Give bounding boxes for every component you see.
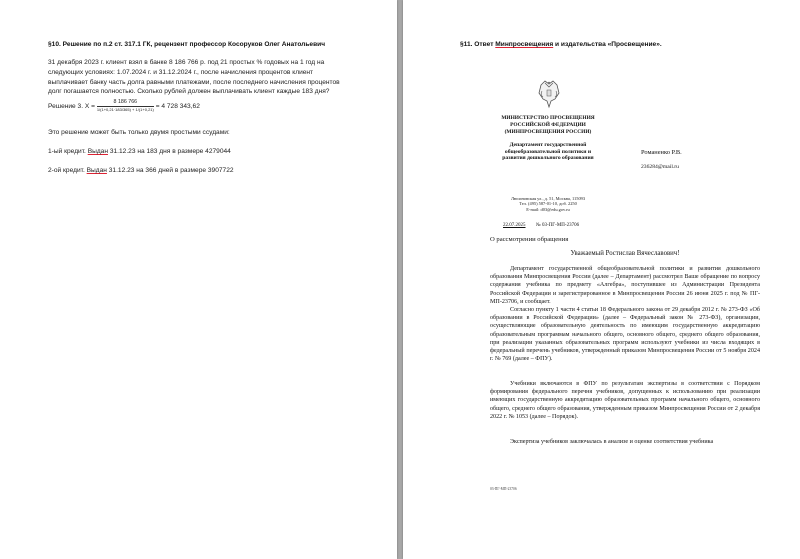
address-line: E-mail: d03@edu.gov.ru bbox=[526, 206, 570, 212]
problem-text bbox=[48, 58, 340, 97]
section-10-title: §10. Решение по п.2 ст. 317.1 ГК, рецензент профессор Косоруков Олег Анатольевич bbox=[48, 41, 326, 48]
credit-1 bbox=[48, 147, 231, 157]
section-11-title bbox=[460, 41, 662, 48]
title-suffix: и издательства «Просвещение». bbox=[555, 41, 662, 48]
solution-note: Это решение может быть только двумя простыми ссудами: bbox=[48, 129, 230, 136]
title-prefix: §11. Ответ bbox=[460, 41, 494, 48]
problem-line: 31 декабря 2023 г. клиент взял в банке 8 186 766 р. под 21 простых % годовых на 1 год на bbox=[48, 59, 325, 66]
coat-of-arms-icon bbox=[537, 79, 561, 109]
paragraph-3: Учебники включаются в ФПУ по результатам экспертизы в соответствии с Порядком формирования федерального перечня учебников, допущенных к использованию при реализации имеющих государственную аккредитацию образовательных программ начального общего, основного общего, среднего общего образования, утвержденным приказом Минпросвещения России от 2 декабря 2022 г. № 1053 (далее – Порядок). bbox=[490, 381, 760, 420]
paragraph-4: Экспертиза учебников заключалась в анализе и оценке соответствия учебника bbox=[510, 439, 714, 445]
ministry-address bbox=[483, 196, 613, 212]
address-line: Люсиновская ул., д. 51, Москва, 115093 bbox=[510, 196, 586, 201]
credit-2 bbox=[48, 166, 234, 176]
problem-line: выплачивает банку часть долга равными платежами, после последнего начисления процентов bbox=[48, 78, 340, 86]
department-line: Департамент государственной bbox=[509, 142, 587, 148]
credit-1-prefix: 1-ый кредит. bbox=[48, 148, 86, 155]
paragraph-2: Согласно пункту 1 части 4 статьи 18 Федерального закона от 29 декабря 2012 г. № 273-ФЗ «Об образовании в Российской Федерации» (далее – Федеральный закон № 273-ФЗ), организации, осуществляющие образовательную деятельность по имеющим государственную аккредитацию образовательным программам начального общего, основного общего, среднего общего образования, при реализации указанных образовательных программ используют учебники из числа входящих в федеральный перечень учебников, утвержденный приказом Минпросвещения России от 5 ноября 2024 г. № 769 (далее – ФПУ). bbox=[490, 307, 760, 363]
credit-1-issued: Выдан bbox=[87, 148, 108, 155]
department-header bbox=[483, 142, 613, 162]
ministry-header bbox=[483, 115, 613, 135]
solution-formula bbox=[48, 100, 200, 112]
letter-date: 22.07.2025 bbox=[503, 223, 526, 228]
recipient-name: Романенко Р.В. bbox=[641, 149, 682, 156]
department-line: развития дошкольного образования bbox=[502, 155, 594, 162]
address-line: Тел. (495) 587-01-10, доб. 2250 bbox=[519, 201, 577, 207]
solution-prefix: Решение 3. X = bbox=[48, 102, 95, 110]
recipient-email: 236284@mail.ru bbox=[641, 164, 679, 170]
credit-2-prefix: 2-ой кредит. bbox=[48, 167, 85, 174]
reference-line bbox=[503, 223, 579, 228]
ministry-line: МИНИСТЕРСТВО ПРОСВЕЩЕНИЯ bbox=[501, 115, 595, 121]
problem-line: следующих условиях: 1.07.2024 г. и 31.12.2024 г., после начисления процентов клиент bbox=[48, 68, 314, 76]
formula-result: = 4 728 343,62 bbox=[155, 102, 200, 110]
letter-number: № 03-ПГ-МП-23706 bbox=[536, 223, 580, 228]
greeting: Уважаемый Ростислав Вячеславович! bbox=[570, 250, 680, 257]
right-page bbox=[403, 0, 800, 559]
paragraph-1: Департамент государственной общеобразовательной политики и развития дошкольного образования Минпросвещения России (далее – Департамент) рассмотрел Ваше обращение по вопросу содержания учебника по предмету «Алгебра», поступившее из Администрации Президента Российской Федерации и зарегистрированное в Минпросвещения России 26 июня 2025 г. под № ПГ-МП-23706, и сообщает. bbox=[490, 266, 760, 305]
credit-2-issued: Выдан bbox=[86, 167, 107, 174]
footer-code: 03-ПГ-МП-23706 bbox=[490, 487, 517, 491]
ministry-line: (МИНПРОСВЕЩЕНИЯ РОССИИ) bbox=[504, 128, 592, 135]
problem-line: долг погашается полностью. Сколько рублей должен выплачивать клиент каждые 183 дня? bbox=[48, 88, 330, 96]
formula-numerator: 8 186 766 bbox=[97, 100, 154, 107]
left-page bbox=[0, 0, 397, 559]
formula-denominator: 1/(1+0,21·183/365) + 1/(1+0,21) bbox=[96, 106, 154, 112]
credit-2-details: 31.12.23 на 366 дней в размере 3907722 bbox=[108, 167, 234, 174]
letter-subject: О рассмотрении обращения bbox=[490, 236, 569, 243]
ministry-line: РОССИЙСКОЙ ФЕДЕРАЦИИ bbox=[510, 121, 586, 128]
formula-fraction bbox=[97, 100, 154, 112]
title-ministry: Минпросвещения bbox=[495, 41, 554, 48]
credit-1-details: 31.12.23 на 183 дня в размере 4279044 bbox=[109, 148, 231, 155]
department-line: общеобразовательной политики и bbox=[504, 148, 592, 155]
